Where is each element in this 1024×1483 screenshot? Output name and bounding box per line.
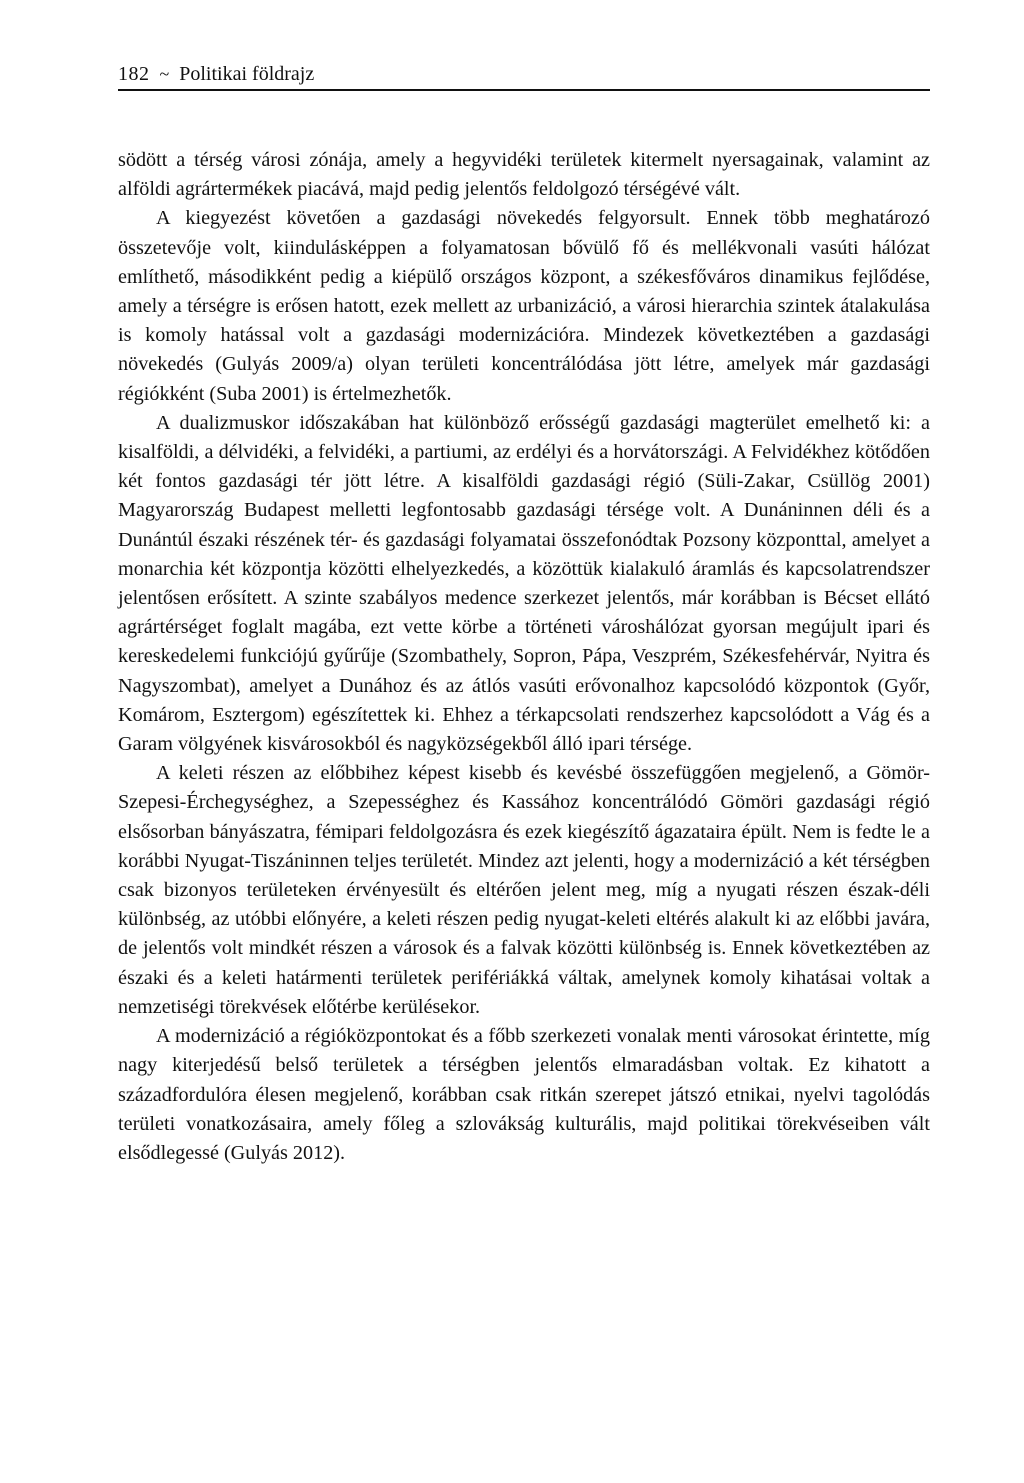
running-header bbox=[118, 62, 930, 91]
section-title: Politikai földrajz bbox=[179, 63, 315, 85]
book-page bbox=[118, 62, 930, 1168]
body-text bbox=[118, 146, 930, 1168]
paragraph: A dualizmuskor időszakában hat különböző erősségű gazdasági magterület emelhető ki: a kisalföldi, a délvidéki, a felvidéki, a partiumi, az erdélyi és a horvátországi. A Felvidékhez kötődően két fontos gazdasági tér jött létre. A kisalföldi gazdasági régió (Süli-Zakar, Csüllög 2001) Magyarország Budapest melletti legfontosabb gazdasági térsége volt. A Dunáninnen déli és a Dunántúl északi részének tér- és gazdasági folyamatai összefonódtak Pozsony központtal, amelyet a monarchia két központja közötti elhelyezkedés, a közöttük kialakuló áramlás és kapcsolatrendszer jelentősen erősített. A szinte szabályos medence szerkezet jelentős, már korábban is Bécset ellátó agrártérséget foglalt magába, ezt vette körbe a történeti városhálózat gyorsan megújult ipari és kereskedelemi funkciójú gyűrűje (Szombathely, Sopron, Pápa, Veszprém, Székesfehérvár, Nyitra és Nagyszombat), amelyet a Dunához és az átlós vasúti erővonalhoz kapcsolódó központok (Győr, Komárom, Esztergom) egészítettek ki. Ehhez a térkapcsolati rendszerhez kapcsolódott a Vág és a Garam völgyének kisvárosokból és nagyközségekből álló ipari térsége. bbox=[118, 411, 930, 756]
header-separator: ~ bbox=[159, 64, 170, 84]
paragraph: A modernizáció a régióközpontokat és a főbb szerkezeti vonalak menti városokat érintette, míg nagy kiterjedésű belső területek a térségben jelentős elmaradásban voltak. Ez kihatott a századfordulóra élesen megjelenő, korábban csak ritkán szerepet játszó etnikai, nyelvi tagolódás területi vonatkozásaira, amely főleg a szlovákság kulturális, majd politikai törekvéseiben vált elsődlegessé (Gulyás 2012). bbox=[118, 1025, 930, 1164]
paragraph-continued: södött a térség városi zónája, amely a hegyvidéki területek kitermelt nyersagainak, valamint az alföldi agrártermékek piacává, majd pedig jelentős feldolgozó térségévé vált. bbox=[118, 149, 930, 201]
page-number: 182 bbox=[118, 63, 150, 85]
paragraph: A keleti részen az előbbihez képest kisebb és kevésbé összefüggően megjelenő, a Gömör-Szepesi-Érchegységhez, a Szepességhez és Kassához koncentrálódó Gömöri gazdasági régió elsősorban bányászatra, fémipari feldolgozásra és ezek kiegészítő ágazataira épült. Nem is fedte le a korábbi Nyugat-Tiszáninnen teljes területét. Mindez azt jelenti, hogy a modernizáció a két térségben csak bizonyos területeken érvényesült és eltérően jelent meg, míg a nyugati részen észak-déli különbség, az utóbbi előnyére, a keleti részen pedig nyugat-keleti eltérés alakult ki az előbbi javára, de jelentős volt mindkét részen a városok és a falvak közötti különbség is. Ennek következtében az északi és a keleti határmenti területek perifériákká váltak, amelynek komoly kihatásai voltak a nemzetiségi törekvések előtérbe kerülésekor. bbox=[118, 762, 930, 1018]
paragraph: A kiegyezést követően a gazdasági növekedés felgyorsult. Ennek több meghatározó összetevője volt, kiindulásképpen a folyamatosan bővülő fő és mellékvonali vasúti hálózat említhető, másodikként pedig a kiépülő országos központ, a székesfőváros dinamikus fejlődése, amely a térségre is erősen hatott, ezek mellett az urbanizáció, a városi hierarchia szintek átalakulása is komoly hatással volt a gazdasági modernizációra. Mindezek következtében a gazdasági növekedés (Gulyás 2009/a) olyan területi koncentrálódása jött létre, amelyek már gazdasági régiókként (Suba 2001) is értelmezhetők. bbox=[118, 207, 930, 405]
